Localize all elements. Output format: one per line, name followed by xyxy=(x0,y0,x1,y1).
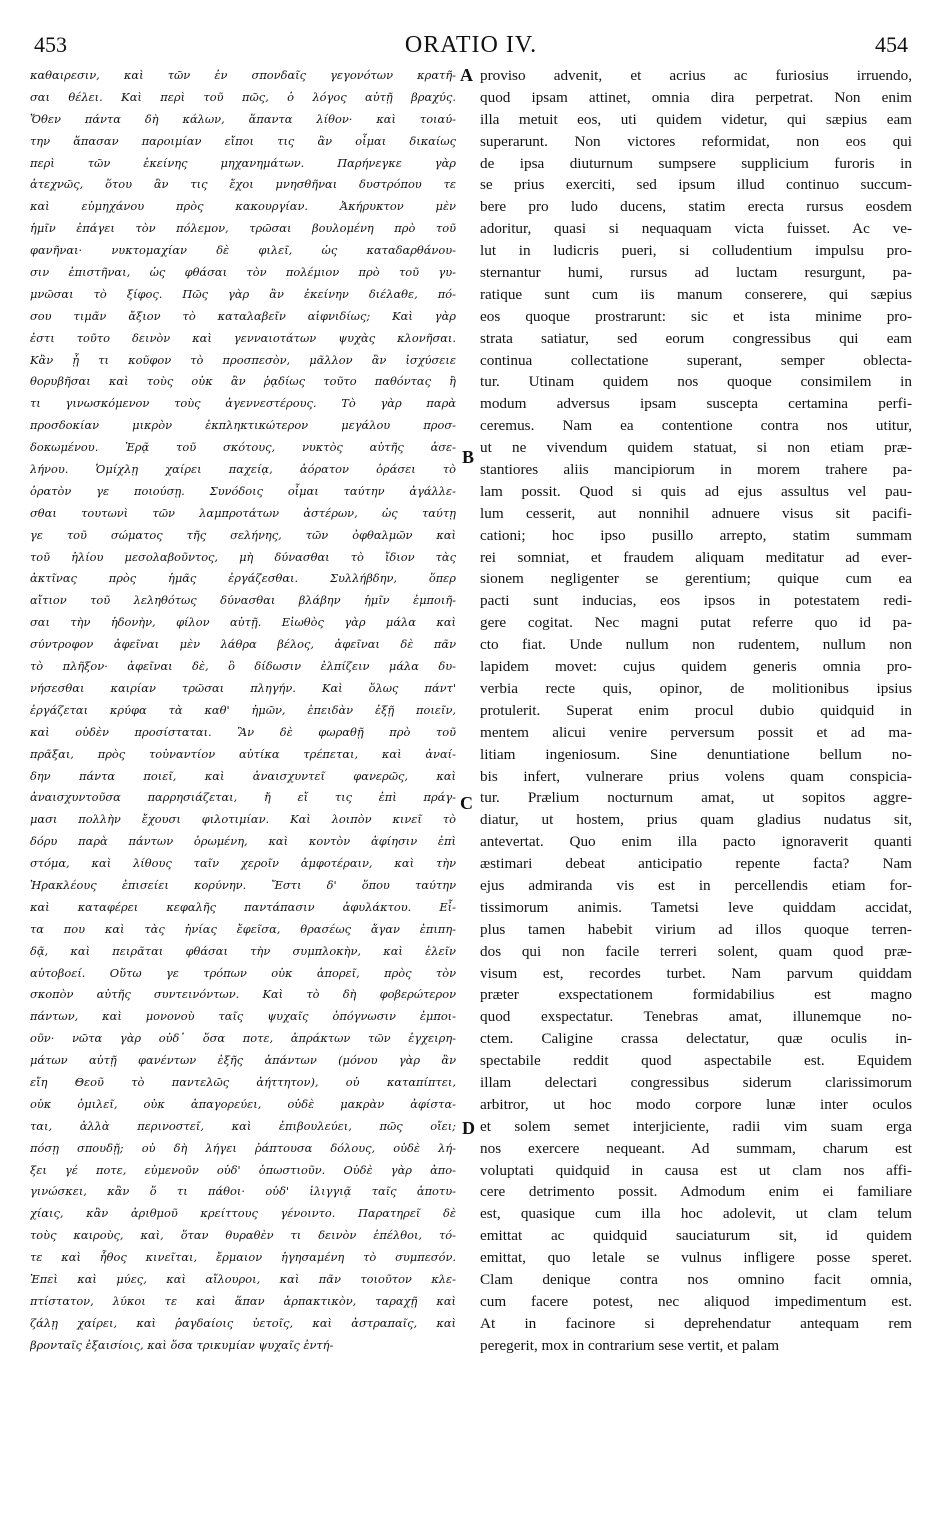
latin-text-line: gere cogitat. Nec magni putat referre quo id pa- xyxy=(480,614,912,632)
latin-text-line: cationi; hoc ipso pusillo arrepto, statim summam xyxy=(480,526,912,544)
latin-text-line: At in facinore si deprehendatur antequam rem xyxy=(480,1314,912,1332)
latin-text-line: visum est, recordes turbet. Nam parvum quiddam xyxy=(480,964,912,982)
latin-text-line: tur. Prælium nocturnum amat, ut sopitos aggre- xyxy=(480,789,912,807)
greek-text-line: στόμα, καὶ λίθους ταῖν χεροῖν ἀμφοτέραιν, καὶ τὴν xyxy=(30,856,456,871)
latin-text-line: bere pro ludo ducens, statim erecta rursus eosdem xyxy=(480,198,912,216)
greek-text-line: Ἐπεὶ καὶ μύες, καὶ αἴλουροι, καὶ πᾶν τοιοῦτον κλε- xyxy=(30,1271,456,1286)
page-header xyxy=(34,30,908,60)
greek-text-line: σαι θέλει. Καὶ περὶ τοῦ πῶς, ὁ λόγος αὐτῇ βραχύς. xyxy=(30,89,456,104)
section-marker-d: D xyxy=(462,1118,475,1138)
greek-text-line: οὐκ ὀμιλεῖ, οὐκ ἀπαγορεύει, οὐδὲ μακρὰν ἀφίστα- xyxy=(30,1096,456,1111)
latin-text-line: spectabile reddit quod aspectabile est. Equidem xyxy=(480,1052,912,1070)
greek-text-line: μάτων αὐτῇ φανέντων ἐξῆς ἁπάντων (μόνου γὰρ ἂν xyxy=(30,1053,456,1068)
greek-text-line: αἴτιον τοῦ λεληθότως δύνασθαι βλάβην ἡμῖν ἐμποιῆ- xyxy=(30,593,456,608)
latin-text-line: lapidem movet: cujus quidem generis omnia pro- xyxy=(480,658,912,676)
greek-text-line: καὶ οὐδὲν προσίσταται. Ἂν δὲ φωραθῇ πρὸ τοῦ xyxy=(30,724,456,739)
greek-text-line: εἴη Θεοῦ τὸ παντελῶς ἀήττητον), οὐ καταπίπτει, xyxy=(30,1074,456,1089)
latin-text-line: lum cesserit, aut nonnihil adnuere visus sit pacifi- xyxy=(480,504,912,522)
latin-text-line: præter exspectationem formidabilius est magno xyxy=(480,986,912,1004)
latin-text-line: illa metuit eos, uti quidem videtur, qui sæpius eam xyxy=(480,110,912,128)
greek-text-line: πόσῃ σπουδῇ; οὐ δὴ λήγει ῥάπτουσα δόλους, οὐδὲ λή- xyxy=(30,1140,456,1155)
greek-text-line: μνῶσαι τὸ ξίφος. Πῶς γὰρ ἂν ἐκείνην διέλαθε, πό- xyxy=(30,286,456,301)
latin-text-line: verbia recte quis, opinor, de molitionibus ipsius xyxy=(480,679,912,697)
greek-text-line: Κἂν ᾖ τι κοῦφον τὸ προσπεσὸν, μᾶλλον ἂν ἰσχύσειε xyxy=(30,352,456,367)
latin-text-line: lam possit. Quod si quis ad ejus assultus vel pau- xyxy=(480,482,912,500)
greek-text-line: ἐστι τοῦτο δεινὸν καὶ γενναιοτάτων ψυχὰς κλονῆσαι. xyxy=(30,330,456,345)
latin-text-line: illam delectari congressibus siderum clarissimorum xyxy=(480,1073,912,1091)
greek-text-line: ζάλῃ χαίρει, καὶ ῥαγδαίοις ὑετοῖς, καὶ ἀστραπαῖς, καὶ xyxy=(30,1315,456,1330)
greek-text-line: φανῆναι· νυκτομαχίαν δὲ φιλεῖ, ὡς καταδαρθάνου- xyxy=(30,243,456,258)
right-page-number: 454 xyxy=(875,32,908,57)
greek-text-line: σου τιμᾶν ἄξιον τὸ καταλαβεῖν αἰφνιδίως; Καὶ γὰρ xyxy=(30,308,456,323)
greek-text-line: τοὺς καιροὺς, καὶ, ὅταν θυραθὲν τι δεινὸν ἐπέλθοι, τό- xyxy=(30,1228,456,1243)
latin-text-line: de ipsa diuturnum sumpsere supplicium furoris in xyxy=(480,154,912,172)
greek-text-line: λήνου. Ὁμίχλῃ χαίρει παχείᾳ, ἀόρατον ὁράσει τὸ xyxy=(30,462,456,477)
greek-text-line: ὁρατὸν γε ποιούσῃ. Συνόδοις οἶμαι ταύτην ἀγάλλε- xyxy=(30,483,456,498)
greek-text-line: σκοπὸν αὐτῆς συντεινόντων. Καὶ τὸ δὴ φοβερώτερον xyxy=(30,987,456,1002)
latin-text-line: litiam ingeniosum. Sine denuntiatione bellum no- xyxy=(480,745,912,763)
greek-text-line: καὶ εὐμηχάνου πρὸς κακουργίαν. Ἀκήρυκτον μὲν xyxy=(30,199,456,214)
latin-text-line: se prius exerciti, sed ipsum illud continuo succum- xyxy=(480,176,912,194)
latin-text-line: lut in ludicris pueri, si colludentium impulsu pro- xyxy=(480,242,912,260)
latin-text-line: proviso advenit, et acrius ac furiosius irruendo, xyxy=(480,67,912,84)
latin-text-line: peregerit, mox in contrarium sese vertit, et palam xyxy=(480,1336,780,1354)
greek-text-line: οῦν· νῶτα γὰρ οὐδ᾽ ὅσα ποτε, ἀπράκτων τῶν ἐγχειρη- xyxy=(30,1031,456,1046)
greek-text-line: καθαιρεσιν, καὶ τῶν ἐν σπονδαῖς γεγονότων κρατῆ- xyxy=(30,68,456,82)
greek-text-line: ται, ἀλλὰ περινοστεῖ, καὶ ἐπιβουλεύει, πῶς οἴει; xyxy=(30,1118,456,1133)
latin-text-line: pacti sunt inducias, eos ipsos in potestatem redi- xyxy=(480,592,912,610)
latin-text-line: ceremus. Nam ea contentione contra nos utitur, xyxy=(480,417,912,435)
greek-text-line: πτίστατον, λύκοι τε καὶ ἅπαν ἁρπακτικὸν, ταραχῇ καὶ xyxy=(30,1293,456,1308)
greek-text-line: την ἅπασαν παροιμίαν εἴποι τις ἂν οἶμαι δικαίως xyxy=(30,133,456,148)
latin-text-line: modum adversus ipsam suscepta certamina perfi- xyxy=(480,395,912,413)
greek-text-line: τοῦ ἡλίου μεσολαβοῦντος, μὴ δύνασθαι τὸ ἴδιον τὰς xyxy=(30,549,456,564)
greek-text-line: αὐτοβοεί. Οὕτω γε τρόπων οὐκ ἀπορεῖ, πρὸς τὸν xyxy=(30,965,456,980)
latin-text-line: protulerit. Superat enim procul dubio quidquid in xyxy=(480,701,912,719)
greek-text-line: βρονταῖς ἐξαισίοις, καὶ ὅσα τρικυμίαν ψυχαῖς ἐντή- xyxy=(30,1337,334,1352)
latin-text-line: continua collectatione superant, semper oblecta- xyxy=(480,351,912,369)
latin-text-line: nos exercere nequeant. Ad summam, charum est xyxy=(480,1139,912,1157)
latin-text-column xyxy=(480,65,912,1530)
latin-text-line: sionem negligenter se gerentium; quique cum ea xyxy=(480,570,912,588)
latin-text-line: emittat, quo letale se vulnus infligere posse speret. xyxy=(480,1249,912,1267)
latin-text-line: adoritur, quasi si nequaquam victa fuisset. Ac ve- xyxy=(480,220,912,238)
latin-text-line: mentem alicui venire perversum possit et ad ma- xyxy=(480,723,912,741)
greek-text-line: γε τοῦ σώματος τῆς σελήνης, τῶν ὀφθαλμῶν καὶ xyxy=(30,527,456,542)
latin-text-line: plus tamen habebit virium ad illos quoque terren- xyxy=(480,920,912,938)
latin-text-line: arbitror, ut hoc modo corpore lunæ inter oculos xyxy=(480,1095,912,1113)
greek-text-line: ἀναισχυντοῦσα παρρησιάζεται, ἤ εἴ τις ἐπὶ πράγ- xyxy=(30,790,456,805)
greek-text-column xyxy=(30,65,456,1530)
greek-text-line: ἐργάζεται κρύφα τὰ καθ' ἡμῶν, ἐπειδὰν ἐξῇ ποιεῖν, xyxy=(30,702,456,717)
greek-text-line: περὶ τῶν ἐκείνης μηχανημάτων. Παρήνεγκε γὰρ xyxy=(30,155,456,170)
greek-text-line: σιν ἐπιστῆναι, ὡς φθάσαι τὸν πολέμιον πρὸ τοῦ γυ- xyxy=(30,265,456,280)
greek-text-line: τι γινωσκόμενον τοὺς ἀγεννεστέρους. Τὸ γὰρ παρὰ xyxy=(30,396,456,411)
greek-text-line: χίαις, κἂν ἀριθμοῦ κρείττους γένοιντο. Παρατηρεῖ δὲ xyxy=(30,1206,456,1221)
latin-text-line: Clam denique contra nos omnino facit omnia, xyxy=(480,1270,912,1288)
latin-text-line: diatur, ut hostem, prius quam gladius nudatus sit, xyxy=(480,811,912,829)
latin-text-line: bis infert, vulnerare prius volens quam conspicia- xyxy=(480,767,912,785)
latin-text-line: stantiores aliis mancipiorum in morem trahere pa- xyxy=(480,461,912,479)
latin-text-line: voluptati quidquid in causa est ut clam nos affi- xyxy=(480,1161,912,1179)
greek-text-line: σαι τὴν ἡδονὴν, φίλον αὐτῇ. Εἰωθὸς γὰρ μάλα καὶ xyxy=(30,615,456,630)
greek-text-line: τὸ πλῆξον· ἀφεῖναι δὲ, ὃ δίδωσιν ἐλπίζειν μάλα δυ- xyxy=(30,659,456,674)
latin-text-line: strata satiatur, sed eorum congressibus qui eam xyxy=(480,329,912,347)
latin-text-line: ctem. Caligine crassa delectatur, quæ oculis in- xyxy=(480,1030,912,1048)
greek-text-line: σύντροφον ἀφεῖναι μὲν λάθρα βέλος, ἀφεῖναι δὲ πᾶν xyxy=(30,637,456,652)
latin-text-line: antevertat. Quo enim illa pacto ignoraverit quanti xyxy=(480,833,912,851)
greek-text-line: ἀτεχνῶς, ὅτου ἂν τις ἔχοι μνησθῆναι δυστρόπου τε xyxy=(30,177,456,192)
latin-text-line: cto fiat. Unde nullum non rudentem, nullum non xyxy=(480,636,912,654)
greek-text-line: Ἡρακλέους ἐπισείει κορύνην. Ἔστι δ' ὅπου ταύτην xyxy=(30,877,456,892)
greek-text-line: δοκωμένου. Ἐρᾷ τοῦ σκότους, νυκτὸς αὐτῆς ἀσε- xyxy=(30,440,456,455)
greek-text-line: θορυβῆσαι καὶ τοὺς οὐκ ἂν ῥᾳδίως τοῦτο παθόντας ἢ xyxy=(30,374,456,389)
greek-text-line: τα που καὶ τὰς ἡνίας ἔφεῖσα, θρασέως ἄγαν ἐπιπη- xyxy=(30,921,456,936)
latin-text-line: cere detrimento possit. Admodum enim ei familiare xyxy=(480,1183,912,1201)
greek-text-line: δᾷ, καὶ πειρᾶται φθάσαι τὴν συμπλοκὴν, καὶ ἑλεῖν xyxy=(30,943,456,958)
latin-text-line: emittat ac quidquid sauciaturum sit, id quidem xyxy=(480,1227,912,1245)
latin-text-line: eos quoque prostrarunt: sic et ista minime pro- xyxy=(480,307,912,325)
greek-text-line: προσδοκίαν μικρὸν ἐκπληκτικώτερον μεγάλου προσ- xyxy=(30,418,456,433)
greek-text-line: δην πάντα ποιεῖ, καὶ ἀναισχυντεῖ φανερῶς, καὶ xyxy=(30,768,456,783)
latin-text-line: quod exspectatur. Tenebras amat, illunemque no- xyxy=(480,1008,912,1026)
latin-text-line: cum facere potest, nec aliquod impedimentum est. xyxy=(480,1292,912,1310)
left-page-number: 453 xyxy=(34,32,67,57)
latin-text-line: ratique sunt cum iis manum conserere, qui sæpius xyxy=(480,285,912,303)
section-marker-b: B xyxy=(462,447,475,467)
latin-text-line: est, quasique cum illa hoc adolevit, ut clam telum xyxy=(480,1205,912,1223)
greek-text-line: σθαι τουτωνὶ τῶν λαμπροτάτων ἀστέρων, ὡς ταύτῃ xyxy=(30,505,456,520)
latin-text-line: et solem semet interjiciente, radii vim suam erga xyxy=(480,1117,912,1135)
greek-text-line: καὶ καταφέρει κεφαλῆς παντάπασιν ἀφυλάκτου. Εἶ- xyxy=(30,899,456,914)
latin-text-line: æstimari debeat anticipatio repente facta? Nam xyxy=(480,855,912,873)
running-title: ORATIO IV. xyxy=(404,32,538,58)
greek-text-line: νήσεσθαι καιρίαν τρῶσαι πληγήν. Καὶ ὅλως πάντ' xyxy=(30,680,456,695)
greek-text-line: γινώσκει, κἂν ὅ τι πάθοι· οὐδ' ἰλιγγιᾷ ταῖς ἀποτυ- xyxy=(30,1184,456,1199)
section-marker-a: A xyxy=(460,65,473,85)
latin-text-line: ut ne vivendum quidem statuat, si non etiam præ- xyxy=(480,439,912,457)
greek-text-line: ξει γέ ποτε, εὐμενοῦν οὐδ' ὁπωστιοῦν. Οὐδὲ γὰρ ἀπο- xyxy=(30,1162,456,1177)
latin-text-line: ejus admiranda vis est in percellendis etiam for- xyxy=(480,876,912,894)
section-marker-c: C xyxy=(460,793,473,813)
greek-text-line: Ὅθεν πάντα δὴ κάλων, ἅπαντα λίθον· καὶ τοιαύ- xyxy=(30,111,456,126)
latin-text-line: quod ipsam attinet, omnia dira perpetrat. Non enim xyxy=(480,88,912,106)
greek-text-line: μασι πολλὴν ἔχουσι φιλοτιμίαν. Καὶ λοιπὸν κινεῖ τὸ xyxy=(30,812,456,827)
greek-text-line: τε καὶ ἦθος κινεῖται, ἔρμαιον ἡγησαμένη τὸ συμπεσόν. xyxy=(30,1250,456,1265)
latin-text-line: sternantur humi, rursus ad luctam resurgunt, pa- xyxy=(480,264,912,282)
greek-text-line: δόρυ παρὰ πάντων ὁρωμένη, καὶ κοντὸν ἀφίησιν ἐπὶ xyxy=(30,834,456,849)
latin-text-line: tissimorum animis. Tametsi leve quiddam accidat, xyxy=(480,898,912,916)
greek-text-line: πάντων, καὶ μονονοὺ ταῖς ψυχαῖς ὁπόγνωσιν ἐμποι- xyxy=(30,1009,456,1024)
latin-text-line: tur. Utinam quidem nos quoque consimilem in xyxy=(480,373,912,391)
greek-text-line: ἡμῖν ἐπάγει τὸν πόλεμον, τρῶσαι βουλομένη πρὸ τοῦ xyxy=(30,221,456,236)
greek-text-line: πρᾶξαι, πρὸς τοὐναντίον αὐτίκα τρέπεται, καὶ ἀναί- xyxy=(30,746,456,761)
latin-text-line: rei somniat, et fraudem aliquam meditatur ad ever- xyxy=(480,548,912,566)
greek-text-line: ἀκτῖνας πρὸς ἡμᾶς ἐργάζεσθαι. Συλλήβδην, ὅπερ xyxy=(30,571,456,586)
latin-text-line: superarunt. Non victores reformidat, non eos qui xyxy=(480,132,912,150)
latin-text-line: dos qui non facile terreri solent, quam quod præ- xyxy=(480,942,912,960)
